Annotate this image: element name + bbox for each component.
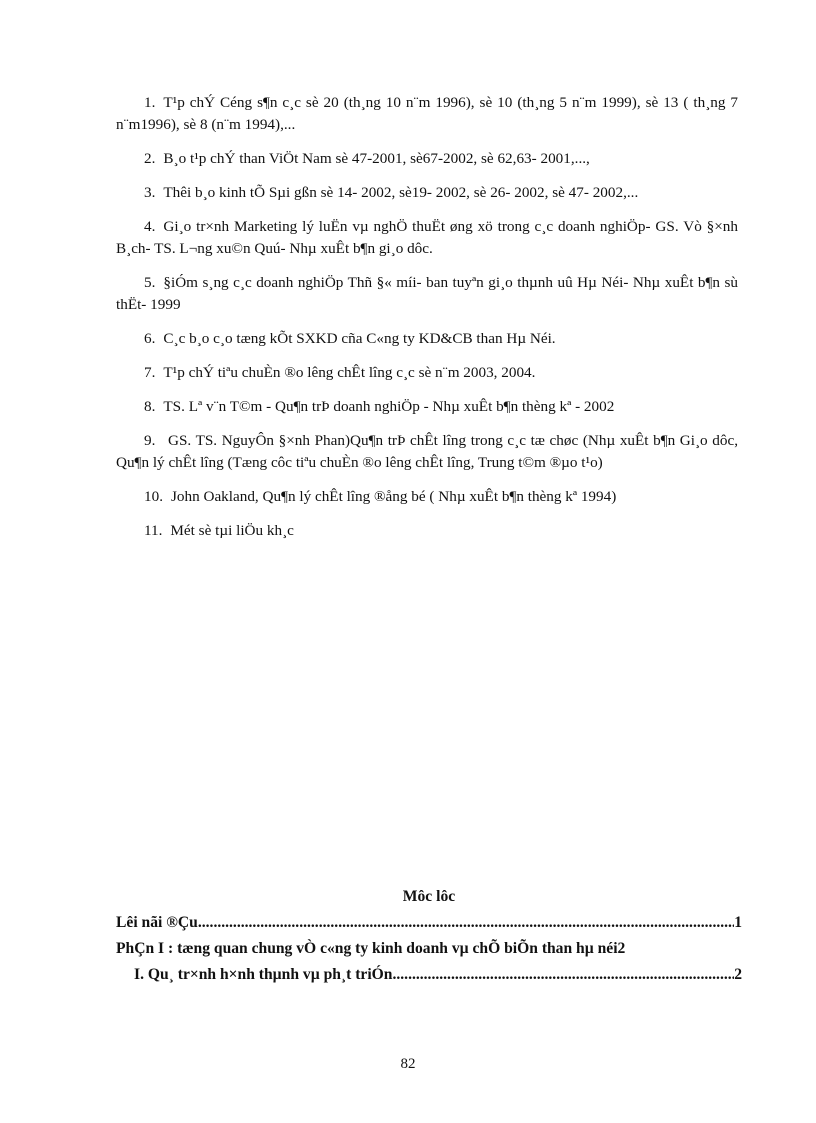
reference-item-6 [116, 328, 738, 350]
reference-item-4 [116, 216, 738, 260]
reference-text: GS. TS. NguyÔn §×nh Phan)Qu¶n trÞ chÊt lîng trong c¸c tæ chøc (Nhµ xuÊt b¶n Gi¸o dôc, Qu¶n lý chÊt lîng (Tæng côc tiªu chuÈn ®o lêng chÊt lîng, Trung t©m ®µo t¹o) [116, 432, 738, 471]
reference-number: 3. [144, 184, 156, 201]
reference-number: 10. [144, 488, 163, 505]
page-number: 82 [400, 1056, 416, 1072]
reference-item-2 [116, 148, 738, 170]
reference-item-9 [116, 430, 738, 474]
reference-item-1 [116, 92, 738, 136]
toc-leader-dots [392, 962, 734, 988]
toc-leader-dots [198, 910, 734, 936]
references-list [116, 92, 738, 554]
toc-entry-page: 2 [734, 966, 742, 983]
reference-number: 8. [144, 398, 156, 415]
reference-text: Mét sè tµi liÖu kh¸c [170, 522, 294, 539]
reference-number: 9. [144, 432, 156, 449]
reference-item-5 [116, 272, 738, 316]
toc-entry-text: I. Qu¸ tr×nh h×nh thµnh vµ ph¸t triÓn [134, 966, 393, 983]
reference-number: 11. [144, 522, 163, 539]
reference-text: T¹p chÝ Céng s¶n c¸c sè 20 (th¸ng 10 n¨m 1996), sè 10 (th¸ng 5 n¨m 1999), sè 13 ( th¸ng 7 n¨m1996), sè 8 (n¨m 1994),... [116, 94, 738, 133]
table-of-contents [116, 884, 742, 988]
reference-text: John Oakland, Qu¶n lý chÊt lîng ®ång bé ( Nhµ xuÊt b¶n thèng kª 1994) [170, 488, 617, 505]
toc-entry-text: PhÇn I : tæng quan chung vÒ c«ng ty kinh doanh vµ chÕ biÕn than hµ néi [116, 940, 618, 957]
toc-entry-text: Lêi nãi ®Çu [116, 914, 198, 931]
reference-item-3 [116, 182, 738, 204]
reference-number: 7. [144, 364, 156, 381]
reference-text: B¸o t¹p chÝ than ViÖt Nam sè 47-2001, sè67-2002, sè 62,63- 2001,..., [163, 150, 590, 167]
toc-entry-2[interactable] [116, 936, 742, 962]
reference-number: 6. [144, 330, 156, 347]
reference-number: 1. [144, 94, 156, 111]
toc-entry-1[interactable] [116, 910, 742, 936]
reference-text: Gi¸o tr×nh Marketing lý luËn vµ nghÖ thuËt øng xö trong c¸c doanh nghiÖp- GS. Vò §×nh B¸ch- TS. L¬ng xu©n Quú- Nhµ xuÊt b¶n gi¸o dôc. [116, 218, 738, 257]
reference-number: 4. [144, 218, 156, 235]
reference-text: §iÓm s¸ng c¸c doanh nghiÖp Thñ §« míi- ban tuyªn gi¸o thµnh uû Hµ Néi- Nhµ xuÊt b¶n sù thËt- 1999 [116, 274, 738, 313]
reference-text: T¹p chÝ tiªu chuÈn ®o lêng chÊt lîng c¸c sè n¨m 2003, 2004. [163, 364, 536, 381]
reference-number: 2. [144, 150, 156, 167]
toc-entry-page: 2 [617, 940, 626, 957]
toc-title: Môc lôc [402, 888, 456, 905]
reference-item-10 [116, 486, 738, 508]
toc-entry-page: 1 [734, 914, 742, 931]
reference-item-7 [116, 362, 738, 384]
reference-item-11 [116, 520, 738, 542]
reference-text: TS. Lª v¨n T©m - Qu¶n trÞ doanh nghiÖp - Nhµ xuÊt b¶n thèng kª - 2002 [163, 398, 615, 415]
reference-item-8 [116, 396, 738, 418]
reference-number: 5. [144, 274, 156, 291]
toc-entry-3[interactable] [116, 962, 742, 988]
reference-text: C¸c b¸o c¸o tæng kÕt SXKD cña C«ng ty KD&CB than Hµ Néi. [163, 330, 556, 347]
reference-text: Thêi b¸o kinh tÕ Sµi gßn sè 14- 2002, sè19- 2002, sè 26- 2002, sè 47- 2002,... [163, 184, 639, 201]
